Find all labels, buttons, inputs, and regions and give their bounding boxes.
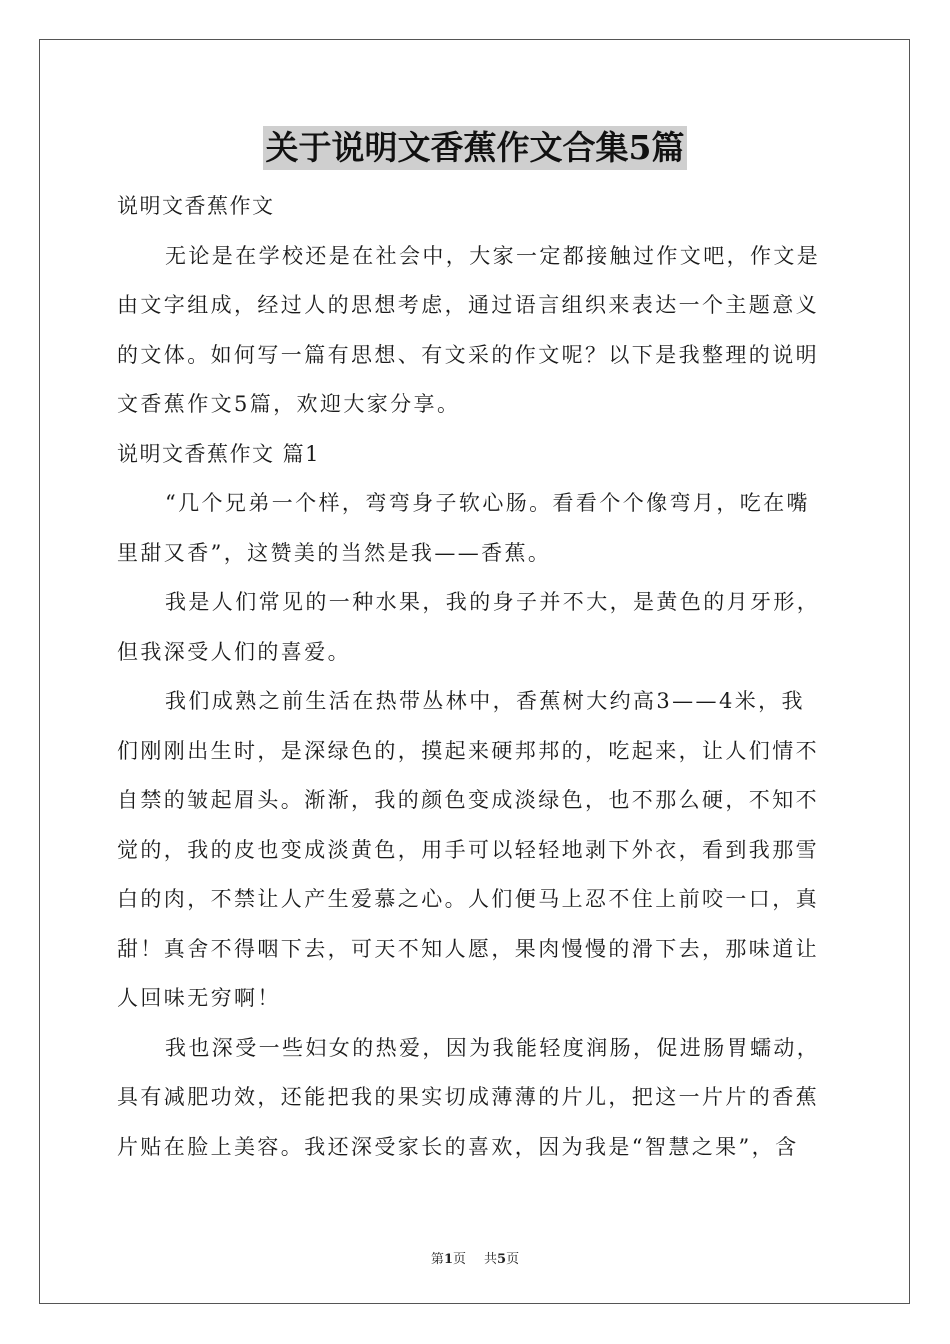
page-suffix: 页 [452, 1252, 466, 1267]
text-line: 们刚刚出生时，是深绿色的，摸起来硬邦邦的，吃起来，让人们情不 [117, 738, 819, 763]
text-line: 里甜又香”，这赞美的当然是我——香蕉。 [117, 540, 552, 565]
total-suffix: 页 [506, 1252, 520, 1267]
text-line: 觉的，我的皮也变成淡黄色，用手可以轻轻地剥下外衣，看到我那雪 [117, 837, 819, 862]
text-line: “几个兄弟一个样，弯弯身子软心肠。看看个个像弯月，吃在嘴 [165, 491, 810, 515]
page-prefix: 第 [430, 1252, 444, 1267]
text-line: 白的肉，不禁让人产生爱慕之心。人们便马上忍不住上前咬一口，真 [117, 887, 819, 911]
page-footer [0, 1248, 950, 1267]
total-prefix: 共 [484, 1252, 498, 1267]
text-line: 人回味无穷啊！ [117, 986, 281, 1010]
text-line: 我是人们常见的一种水果，我的身子并不大，是黄色的月牙形， [165, 590, 821, 614]
total-page-number: 5 [497, 1252, 507, 1267]
current-page-number: 1 [443, 1252, 453, 1267]
text-line: 甜！真舍不得咽下去，可天不知人愿，果肉慢慢的滑下去，那味道让 [117, 936, 819, 961]
text-line: 我们成熟之前生活在热带丛林中，香蕉树大约高3——4米，我 [165, 689, 805, 713]
text-line: 无论是在学校还是在社会中，大家一定都接触过作文吧，作文是 [165, 243, 821, 268]
document-body [117, 182, 833, 1172]
section-heading: 说明文香蕉作文 篇1 [117, 441, 321, 466]
text-line: 文香蕉作文5篇，欢迎大家分享。 [117, 392, 461, 416]
title-container [0, 126, 950, 170]
section-heading: 说明文香蕉作文 [117, 194, 275, 218]
document-title: 关于说明文香蕉作文合集5篇 [263, 126, 688, 170]
text-line: 片贴在脸上美容。我还深受家长的喜欢，因为我是“智慧之果”，含 [117, 1134, 799, 1159]
text-line: 我也深受一些妇女的热爱，因为我能轻度润肠，促进肠胃蠕动， [165, 1035, 821, 1060]
text-line: 具有减肥功效，还能把我的果实切成薄薄的片儿，把这一片片的香蕉 [117, 1085, 819, 1109]
text-line: 的文体。如何写一篇有思想、有文采的作文呢？以下是我整理的说明 [117, 342, 819, 367]
text-line: 但我深受人们的喜爱。 [117, 639, 351, 664]
text-line: 由文字组成，经过人的思想考虑，通过语言组织来表达一个主题意义 [117, 293, 819, 317]
text-line: 自禁的皱起眉头。渐渐，我的颜色变成淡绿色，也不那么硬，不知不 [117, 788, 819, 812]
